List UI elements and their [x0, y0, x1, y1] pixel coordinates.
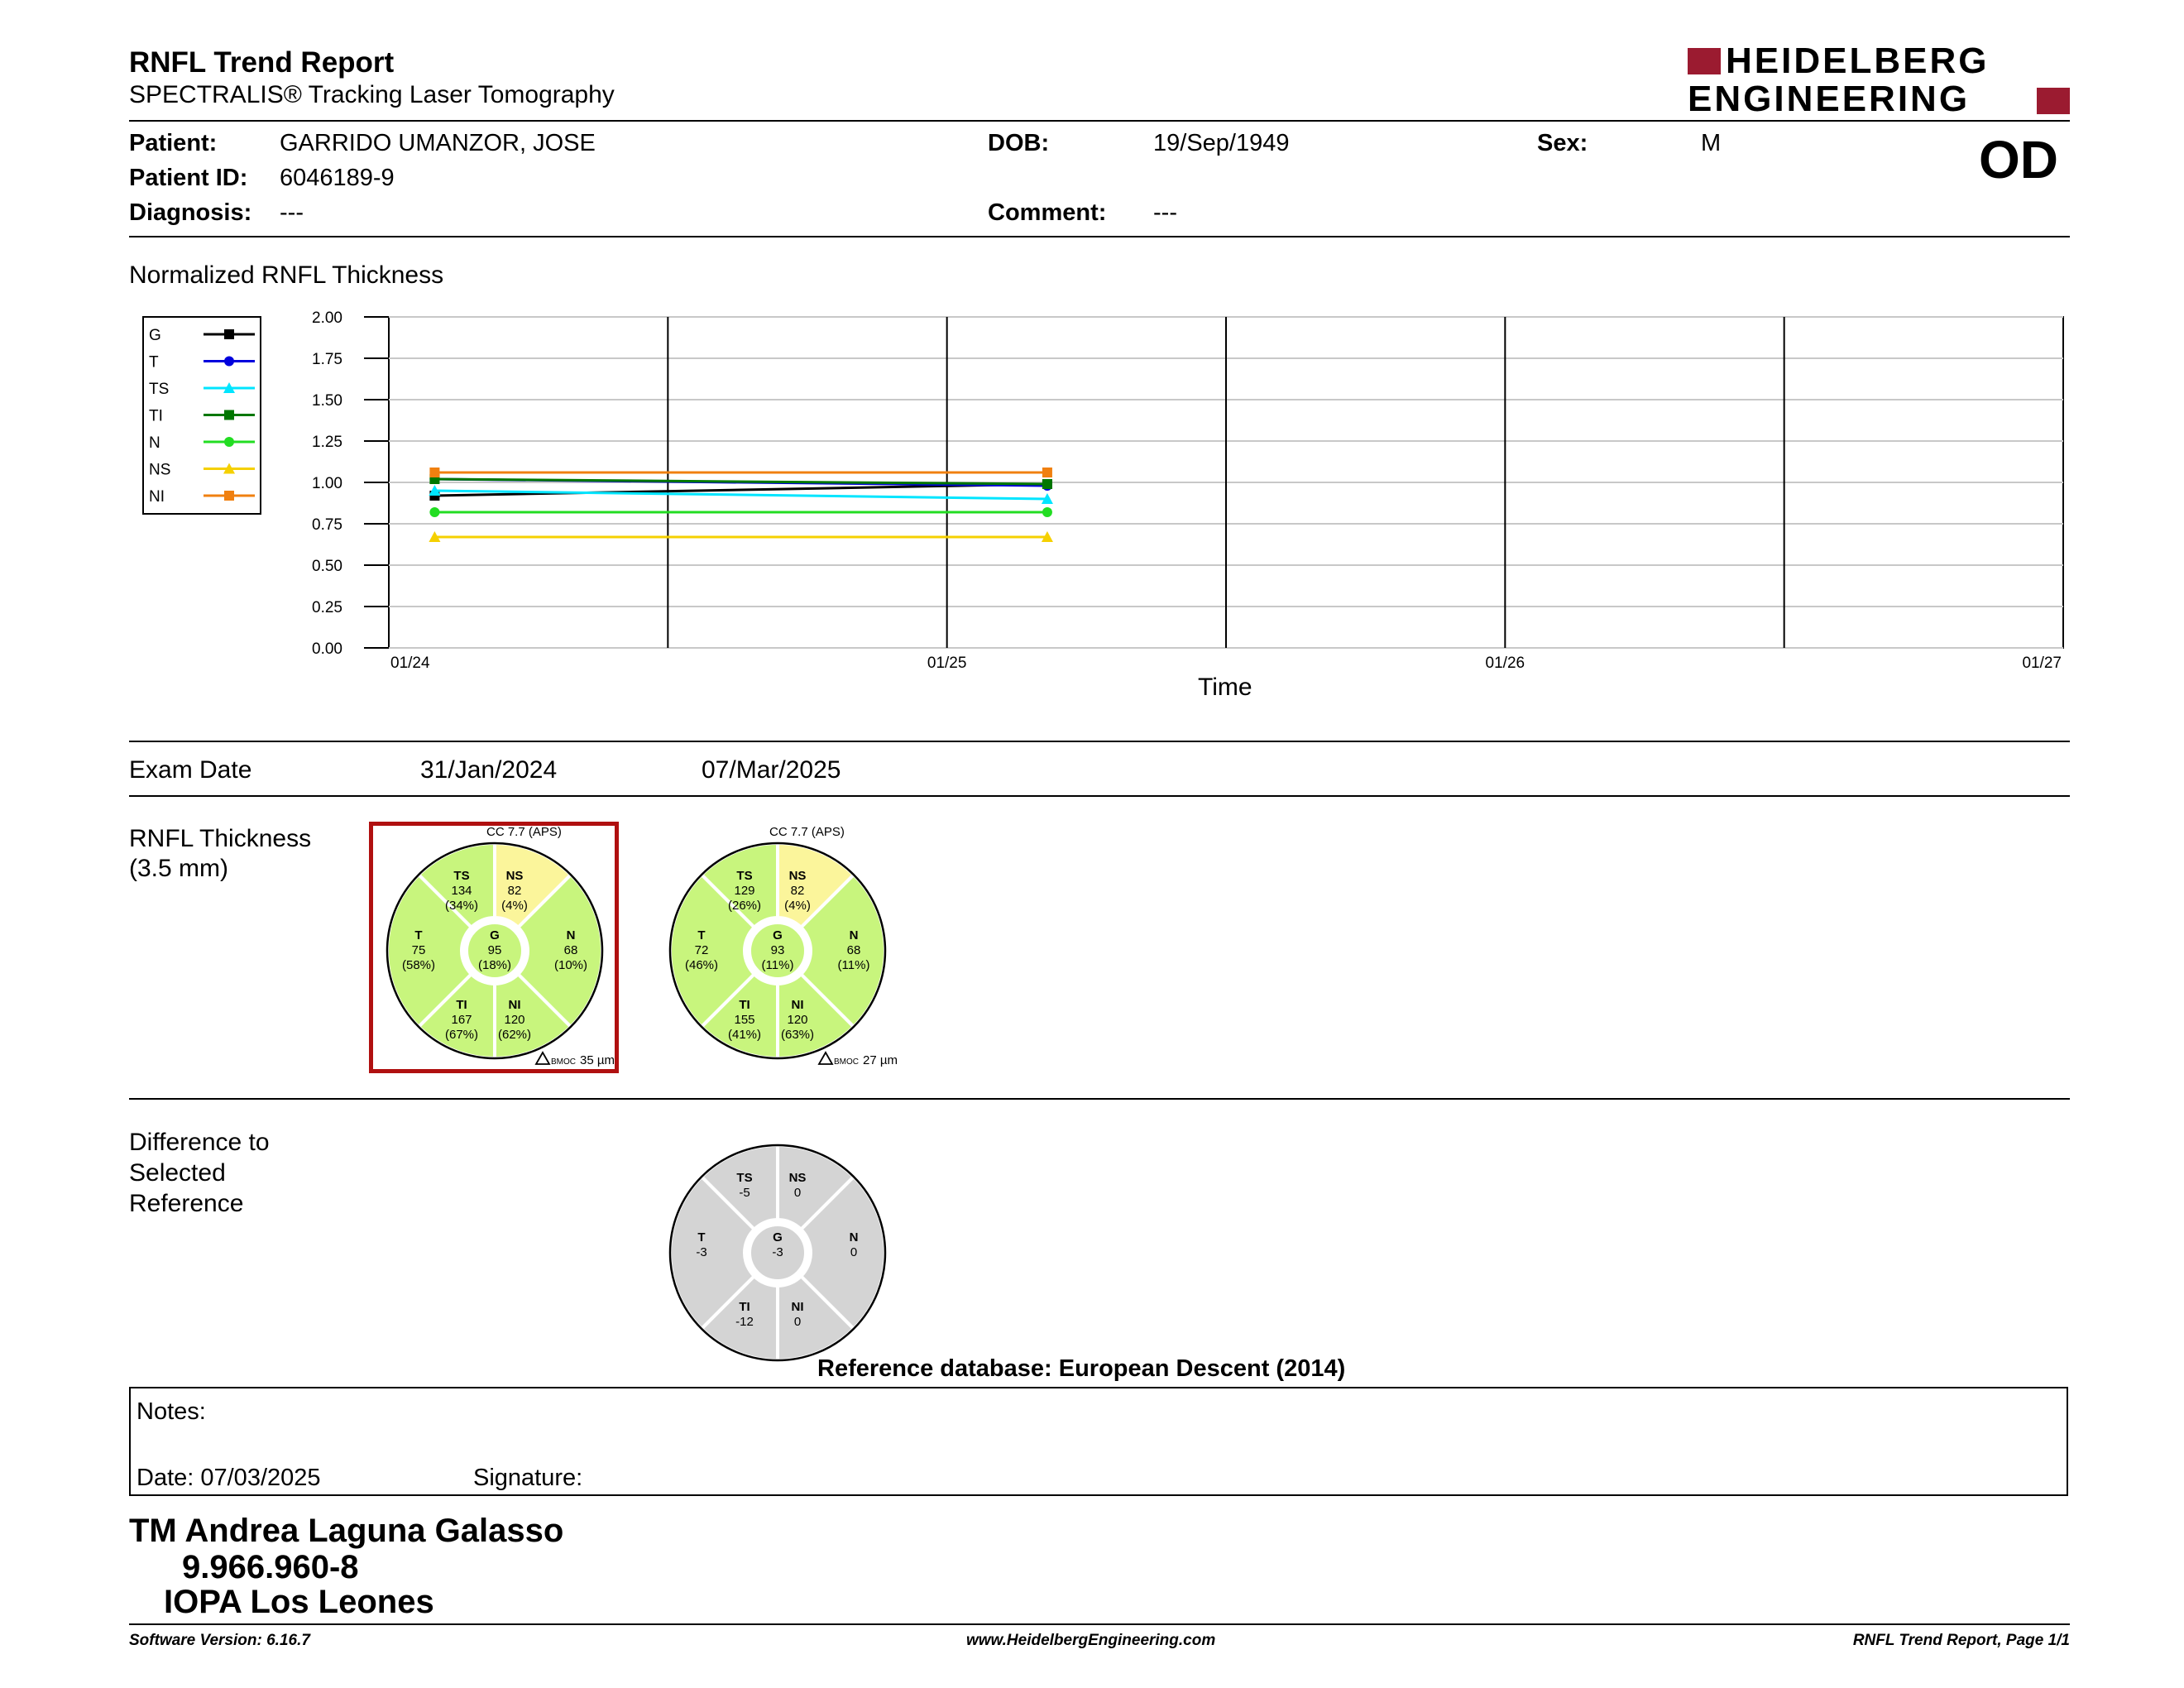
data-point-ti	[1042, 479, 1052, 489]
sector-label-ns: NS	[505, 869, 524, 883]
software-version: Software Version: 6.16.7	[129, 1632, 310, 1649]
data-point-n	[429, 507, 439, 517]
y-tick-label: 0.50	[312, 558, 342, 575]
thickness-label-line1: RNFL Thickness	[129, 825, 312, 852]
chart-legend	[142, 316, 261, 515]
sector-label-ti: TI	[739, 998, 750, 1012]
difference-label-line1: Difference to	[129, 1129, 270, 1156]
sector-value-t: 75	[411, 943, 426, 957]
sector-label-ti: TI	[456, 998, 467, 1012]
sector-value-ts: -5	[739, 1186, 750, 1200]
sector-value-ni: 120	[504, 1013, 525, 1027]
sector-value-ti: 167	[451, 1013, 472, 1027]
legend-label-g: G	[149, 327, 161, 344]
x-tick-label: 01/24	[390, 655, 430, 672]
x-tick-label: 01/27	[2022, 655, 2062, 672]
sector-value-ts: 134	[451, 884, 472, 898]
dob-value: 19/Sep/1949	[1153, 130, 1290, 156]
stamp-id: 9.966.960-8	[182, 1549, 359, 1585]
sector-label-g: G	[773, 928, 783, 942]
sector-label-ts: TS	[736, 1171, 753, 1185]
patient-divider	[129, 236, 2070, 237]
legend-label-ni: NI	[149, 488, 165, 506]
logo-square-right	[2037, 88, 2070, 114]
footer-divider	[129, 1623, 2070, 1625]
sector-percent-ts: (34%)	[444, 899, 479, 913]
y-tick-label: 0.75	[312, 516, 342, 534]
report-subtitle: SPECTRALIS® Tracking Laser Tomography	[129, 81, 615, 108]
sector-label-ni: NI	[791, 1300, 804, 1314]
reference-database: Reference database: European Descent (2014)	[817, 1355, 1346, 1382]
logo-line2: ENGINEERING	[1688, 79, 1971, 119]
y-tick-label: 1.50	[312, 392, 342, 410]
report-title: RNFL Trend Report	[129, 46, 395, 79]
sector-value-ns: 82	[790, 884, 805, 898]
sector-chart-difference[interactable]	[663, 1137, 895, 1369]
sex-value: M	[1701, 130, 1722, 156]
thickness-divider	[129, 1098, 2070, 1100]
sector-percent-ns: (4%)	[501, 899, 528, 913]
x-tick-label: 01/26	[1485, 655, 1525, 672]
exam-date-label: Exam Date	[129, 756, 252, 784]
heidelberg-logo	[1688, 43, 2070, 119]
sector-value-t: 72	[694, 943, 709, 957]
sector-percent-ns: (4%)	[784, 899, 811, 913]
sector-label-ni: NI	[508, 998, 521, 1012]
legend-label-ts: TS	[149, 381, 170, 398]
patient-id-value: 6046189-9	[280, 165, 395, 191]
y-tick-label: 1.00	[312, 475, 342, 492]
patient-id-label: Patient ID:	[129, 165, 248, 191]
sector-value-g: 93	[770, 943, 785, 957]
sector-percent-ti: (67%)	[444, 1028, 479, 1042]
delta-icon	[536, 1053, 549, 1064]
exam-date-divider	[129, 795, 2070, 797]
bmoc-label: BMOC	[551, 1057, 576, 1067]
y-tick-label: 2.00	[312, 309, 342, 327]
legend-label-n: N	[149, 434, 160, 452]
sector-label-ns: NS	[788, 869, 807, 883]
sector-value-ni: 120	[787, 1013, 808, 1027]
sector-value-n: 68	[563, 943, 578, 957]
sector-label-ti: TI	[739, 1300, 750, 1314]
trend-chart	[281, 305, 2068, 718]
y-tick-label: 1.25	[312, 434, 342, 451]
logo-line1: HEIDELBERG	[1726, 41, 1990, 81]
thickness-label	[129, 824, 311, 884]
sector-label-n: N	[849, 928, 859, 942]
patient-label: Patient:	[129, 130, 218, 156]
sector-label-ts: TS	[453, 869, 470, 883]
signature-label: Signature:	[473, 1465, 583, 1491]
sector-label-t: T	[697, 1230, 706, 1244]
sex-label: Sex:	[1537, 130, 1588, 156]
data-point-ni	[429, 468, 439, 477]
difference-label-line3: Reference	[129, 1190, 244, 1217]
legend-label-ti: TI	[149, 407, 163, 425]
trend-divider	[129, 741, 2070, 742]
legend-marker-ti	[224, 410, 234, 420]
diagnosis-value: ---	[280, 199, 304, 226]
header-divider	[129, 120, 2070, 122]
dob-label: DOB:	[988, 130, 1050, 156]
sector-value-ni: 0	[793, 1315, 802, 1329]
sector-percent-ni: (63%)	[780, 1028, 815, 1042]
sector-value-ts: 129	[734, 884, 755, 898]
sector-label-g: G	[490, 928, 500, 942]
sector-percent-g: (18%)	[477, 958, 512, 972]
legend-label-ns: NS	[149, 461, 171, 479]
exam-date-2[interactable]: 07/Mar/2025	[702, 756, 841, 784]
sector-percent-t: (58%)	[401, 958, 436, 972]
sector-value-n: 68	[846, 943, 861, 957]
sector-percent-ti: (41%)	[727, 1028, 762, 1042]
cc-label: CC 7.7 (APS)	[769, 825, 845, 839]
data-point-n	[1042, 507, 1052, 517]
sector-label-ni: NI	[791, 998, 804, 1012]
sector-percent-g: (11%)	[761, 958, 794, 972]
sector-value-ti: -12	[735, 1315, 754, 1329]
sector-label-ns: NS	[788, 1171, 807, 1185]
sector-value-ns: 0	[793, 1186, 802, 1200]
sector-label-t: T	[414, 928, 423, 942]
sector-chart-exam1[interactable]	[381, 824, 629, 1072]
thickness-label-line2: (3.5 mm)	[129, 855, 228, 882]
bmoc-value: 35 µm	[580, 1053, 615, 1067]
sector-label-n: N	[849, 1230, 859, 1244]
cc-label: CC 7.7 (APS)	[486, 825, 562, 839]
sector-value-ns: 82	[507, 884, 522, 898]
delta-icon	[819, 1053, 832, 1064]
difference-label-line2: Selected	[129, 1159, 226, 1187]
trend-section-title: Normalized RNFL Thickness	[129, 261, 444, 289]
diagnosis-label: Diagnosis:	[129, 199, 252, 226]
y-tick-label: 1.75	[312, 351, 342, 368]
sector-percent-n: (10%)	[553, 958, 588, 972]
exam-date-1[interactable]: 31/Jan/2024	[420, 756, 558, 784]
sector-value-g: 95	[487, 943, 502, 957]
sector-percent-ts: (26%)	[727, 899, 762, 913]
patient-name: GARRIDO UMANZOR, JOSE	[280, 130, 596, 156]
legend-marker-t	[224, 357, 234, 367]
sector-label-n: N	[566, 928, 576, 942]
comment-value: ---	[1153, 199, 1177, 226]
sector-value-ti: 155	[734, 1013, 755, 1027]
sector-label-g: G	[773, 1230, 783, 1244]
page-indicator: RNFL Trend Report, Page 1/1	[1852, 1632, 2070, 1649]
logo-square-left	[1688, 48, 1721, 74]
notes-label: Notes:	[136, 1398, 206, 1425]
sector-label-t: T	[697, 928, 706, 942]
x-tick-label: 01/25	[927, 655, 967, 672]
notes-box[interactable]	[129, 1387, 2068, 1496]
bmoc-label: BMOC	[834, 1057, 859, 1067]
y-tick-label: 0.25	[312, 599, 342, 616]
comment-label: Comment:	[988, 199, 1107, 226]
notes-date: Date: 07/03/2025	[136, 1465, 321, 1491]
sector-value-t: -3	[696, 1245, 707, 1259]
data-point-ni	[1042, 468, 1052, 477]
time-axis-label: Time	[1198, 674, 1252, 701]
sector-value-n: 0	[850, 1245, 858, 1259]
sector-label-ts: TS	[736, 869, 753, 883]
sector-percent-ni: (62%)	[497, 1028, 532, 1042]
sector-percent-t: (46%)	[684, 958, 719, 972]
legend-label-t: T	[149, 353, 159, 372]
sector-chart-exam2[interactable]	[663, 824, 912, 1072]
website-link[interactable]: www.HeidelbergEngineering.com	[966, 1632, 1216, 1649]
sector-value-g: -3	[772, 1245, 783, 1259]
legend-svg	[144, 318, 260, 513]
eye-indicator: OD	[1979, 130, 2058, 189]
difference-label	[129, 1127, 270, 1219]
bmoc-value: 27 µm	[863, 1053, 898, 1067]
stamp-name: TM Andrea Laguna Galasso	[129, 1513, 564, 1549]
y-tick-label: 0.00	[312, 640, 342, 658]
legend-marker-n	[224, 437, 234, 447]
stamp-institution: IOPA Los Leones	[164, 1584, 434, 1620]
legend-marker-g	[224, 329, 234, 339]
sector-percent-n: (11%)	[837, 958, 870, 972]
legend-marker-ni	[224, 491, 234, 501]
